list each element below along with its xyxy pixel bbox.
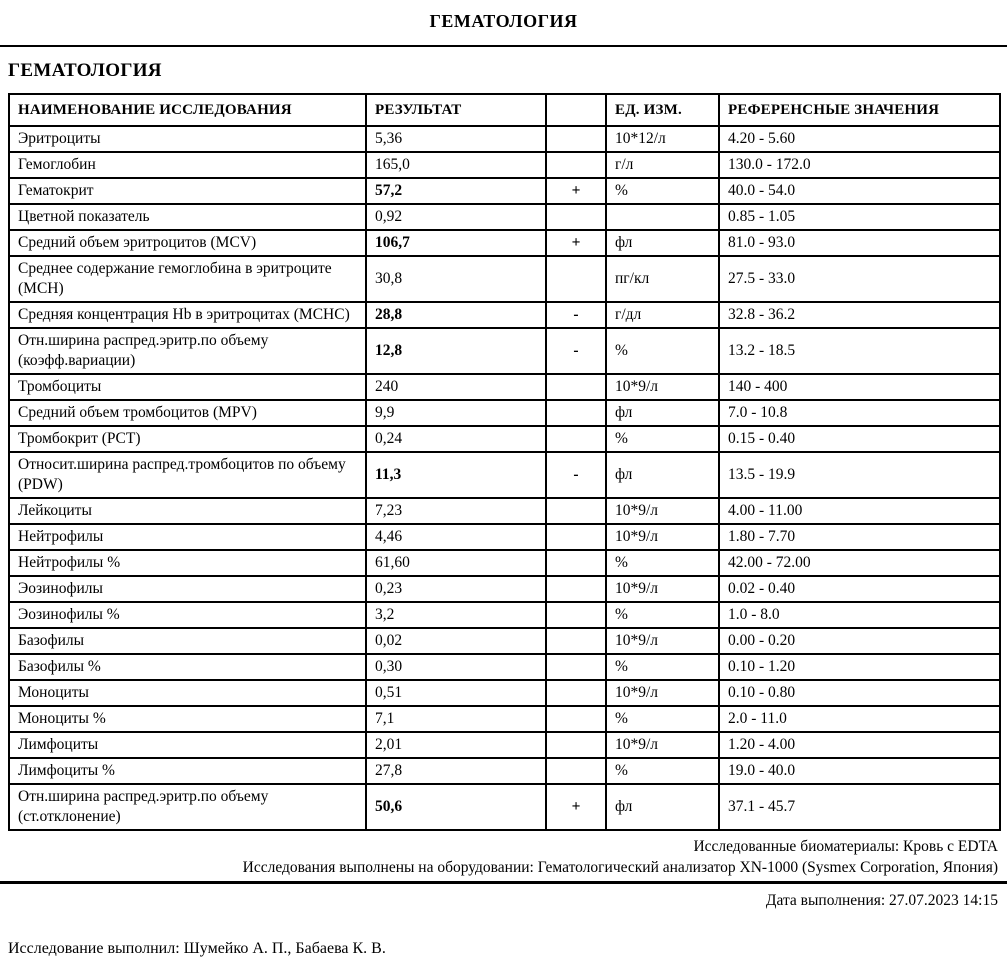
performed-by: Исследование выполнил: Шумейко А. П., Бабаева К. В. xyxy=(8,940,386,957)
unit: 10*12/л xyxy=(606,126,719,152)
flag-marker xyxy=(546,706,606,732)
flag-marker xyxy=(546,628,606,654)
reference-range: 0.15 - 0.40 xyxy=(719,426,1000,452)
test-name: Тромбокрит (PCT) xyxy=(9,426,366,452)
result-value: 0,92 xyxy=(366,204,546,230)
table-row xyxy=(9,126,1000,152)
reference-range: 0.10 - 0.80 xyxy=(719,680,1000,706)
test-name: Лимфоциты xyxy=(9,732,366,758)
result-value: 165,0 xyxy=(366,152,546,178)
table-row xyxy=(9,374,1000,400)
flag-marker: + xyxy=(546,230,606,256)
reference-range: 27.5 - 33.0 xyxy=(719,256,1000,302)
flag-marker xyxy=(546,758,606,784)
result-value: 7,1 xyxy=(366,706,546,732)
result-value: 0,24 xyxy=(366,426,546,452)
reference-range: 0.00 - 0.20 xyxy=(719,628,1000,654)
unit: фл xyxy=(606,452,719,498)
equipment-note: Исследования выполнены на оборудовании: Гематологический анализатор XN-1000 (Sysmex Corporation, Япония) xyxy=(242,859,998,876)
table-row xyxy=(9,452,1000,498)
result-value: 2,01 xyxy=(366,732,546,758)
reference-range: 42.00 - 72.00 xyxy=(719,550,1000,576)
test-name: Эозинофилы xyxy=(9,576,366,602)
test-name: Гемоглобин xyxy=(9,152,366,178)
test-name: Эозинофилы % xyxy=(9,602,366,628)
test-name: Базофилы % xyxy=(9,654,366,680)
footer-divider xyxy=(0,881,1007,884)
result-value: 28,8 xyxy=(366,302,546,328)
reference-range: 0.85 - 1.05 xyxy=(719,204,1000,230)
reference-range: 130.0 - 172.0 xyxy=(719,152,1000,178)
result-value: 11,3 xyxy=(366,452,546,498)
table-row xyxy=(9,178,1000,204)
unit: фл xyxy=(606,400,719,426)
test-name: Средняя концентрация Hb в эритроцитах (MCHC) xyxy=(9,302,366,328)
biomaterials-note: Исследованные биоматериалы: Кровь с EDTA xyxy=(693,838,998,855)
table-row xyxy=(9,784,1000,830)
flag-marker xyxy=(546,602,606,628)
flag-marker: - xyxy=(546,452,606,498)
unit: 10*9/л xyxy=(606,680,719,706)
flag-marker xyxy=(546,498,606,524)
reference-range: 13.5 - 19.9 xyxy=(719,452,1000,498)
test-name: Среднее содержание гемоглобина в эритроците (MCH) xyxy=(9,256,366,302)
table-row xyxy=(9,758,1000,784)
table-row xyxy=(9,152,1000,178)
reference-range: 1.20 - 4.00 xyxy=(719,732,1000,758)
result-value: 50,6 xyxy=(366,784,546,830)
unit: % xyxy=(606,178,719,204)
table-row xyxy=(9,602,1000,628)
column-header-unit: ЕД. ИЗМ. xyxy=(606,94,719,126)
execution-date: Дата выполнения: 27.07.2023 14:15 xyxy=(765,892,998,909)
document-title: ГЕМАТОЛОГИЯ xyxy=(429,11,578,31)
result-value: 3,2 xyxy=(366,602,546,628)
result-value: 0,51 xyxy=(366,680,546,706)
unit: пг/кл xyxy=(606,256,719,302)
unit: фл xyxy=(606,230,719,256)
unit: % xyxy=(606,328,719,374)
unit: % xyxy=(606,654,719,680)
flag-marker: - xyxy=(546,302,606,328)
flag-marker xyxy=(546,680,606,706)
reference-range: 32.8 - 36.2 xyxy=(719,302,1000,328)
result-value: 30,8 xyxy=(366,256,546,302)
reference-range: 81.0 - 93.0 xyxy=(719,230,1000,256)
reference-range: 0.02 - 0.40 xyxy=(719,576,1000,602)
reference-range: 2.0 - 11.0 xyxy=(719,706,1000,732)
flag-marker: - xyxy=(546,328,606,374)
unit: 10*9/л xyxy=(606,732,719,758)
test-name: Цветной показатель xyxy=(9,204,366,230)
flag-marker xyxy=(546,374,606,400)
test-name: Средний объем тромбоцитов (MPV) xyxy=(9,400,366,426)
flag-marker xyxy=(546,204,606,230)
result-value: 12,8 xyxy=(366,328,546,374)
flag-marker: + xyxy=(546,178,606,204)
test-name: Отн.ширина распред.эритр.по объему (ст.отклонение) xyxy=(9,784,366,830)
result-value: 9,9 xyxy=(366,400,546,426)
table-row xyxy=(9,256,1000,302)
test-name: Тромбоциты xyxy=(9,374,366,400)
results-table xyxy=(8,93,1001,831)
table-row xyxy=(9,204,1000,230)
result-value: 106,7 xyxy=(366,230,546,256)
test-name: Лимфоциты % xyxy=(9,758,366,784)
reference-range: 40.0 - 54.0 xyxy=(719,178,1000,204)
test-name: Нейтрофилы xyxy=(9,524,366,550)
test-name: Эритроциты xyxy=(9,126,366,152)
test-name: Нейтрофилы % xyxy=(9,550,366,576)
results-table-body xyxy=(9,126,1000,830)
unit: % xyxy=(606,706,719,732)
result-value: 5,36 xyxy=(366,126,546,152)
flag-marker xyxy=(546,400,606,426)
result-value: 240 xyxy=(366,374,546,400)
table-row xyxy=(9,628,1000,654)
title-divider xyxy=(0,45,1007,47)
table-row xyxy=(9,680,1000,706)
column-header-result: РЕЗУЛЬТАТ xyxy=(366,94,546,126)
flag-marker xyxy=(546,524,606,550)
unit: % xyxy=(606,426,719,452)
reference-range: 1.80 - 7.70 xyxy=(719,524,1000,550)
unit: % xyxy=(606,758,719,784)
flag-marker xyxy=(546,426,606,452)
test-name: Относит.ширина распред.тромбоцитов по объему (PDW) xyxy=(9,452,366,498)
unit: фл xyxy=(606,784,719,830)
test-name: Отн.ширина распред.эритр.по объему (коэфф.вариации) xyxy=(9,328,366,374)
reference-range: 140 - 400 xyxy=(719,374,1000,400)
result-value: 57,2 xyxy=(366,178,546,204)
table-row xyxy=(9,426,1000,452)
reference-range: 4.00 - 11.00 xyxy=(719,498,1000,524)
table-row xyxy=(9,732,1000,758)
result-value: 7,23 xyxy=(366,498,546,524)
reference-range: 13.2 - 18.5 xyxy=(719,328,1000,374)
reference-range: 4.20 - 5.60 xyxy=(719,126,1000,152)
result-value: 0,02 xyxy=(366,628,546,654)
reference-range: 0.10 - 1.20 xyxy=(719,654,1000,680)
unit xyxy=(606,204,719,230)
table-row xyxy=(9,654,1000,680)
section-title: ГЕМАТОЛОГИЯ xyxy=(8,60,162,81)
column-header-test-name: НАИМЕНОВАНИЕ ИССЛЕДОВАНИЯ xyxy=(9,94,366,126)
reference-range: 37.1 - 45.7 xyxy=(719,784,1000,830)
unit: г/дл xyxy=(606,302,719,328)
result-value: 0,30 xyxy=(366,654,546,680)
table-row xyxy=(9,400,1000,426)
flag-marker xyxy=(546,126,606,152)
unit: % xyxy=(606,602,719,628)
flag-marker xyxy=(546,654,606,680)
unit: 10*9/л xyxy=(606,524,719,550)
test-name: Моноциты xyxy=(9,680,366,706)
table-row xyxy=(9,550,1000,576)
table-row xyxy=(9,524,1000,550)
table-row xyxy=(9,706,1000,732)
flag-marker xyxy=(546,550,606,576)
column-header-flag xyxy=(546,94,606,126)
table-row xyxy=(9,498,1000,524)
unit: 10*9/л xyxy=(606,628,719,654)
result-value: 0,23 xyxy=(366,576,546,602)
flag-marker: + xyxy=(546,784,606,830)
flag-marker xyxy=(546,152,606,178)
reference-range: 1.0 - 8.0 xyxy=(719,602,1000,628)
flag-marker xyxy=(546,732,606,758)
reference-range: 7.0 - 10.8 xyxy=(719,400,1000,426)
table-row xyxy=(9,302,1000,328)
test-name: Гематокрит xyxy=(9,178,366,204)
test-name: Базофилы xyxy=(9,628,366,654)
table-row xyxy=(9,230,1000,256)
unit: 10*9/л xyxy=(606,576,719,602)
flag-marker xyxy=(546,576,606,602)
unit: г/л xyxy=(606,152,719,178)
test-name: Лейкоциты xyxy=(9,498,366,524)
column-header-reference: РЕФЕРЕНСНЫЕ ЗНАЧЕНИЯ xyxy=(719,94,1000,126)
unit: 10*9/л xyxy=(606,498,719,524)
table-row xyxy=(9,328,1000,374)
table-row xyxy=(9,576,1000,602)
table-header-row xyxy=(9,94,1000,126)
flag-marker xyxy=(546,256,606,302)
unit: % xyxy=(606,550,719,576)
result-value: 61,60 xyxy=(366,550,546,576)
test-name: Моноциты % xyxy=(9,706,366,732)
reference-range: 19.0 - 40.0 xyxy=(719,758,1000,784)
result-value: 27,8 xyxy=(366,758,546,784)
test-name: Средний объем эритроцитов (MCV) xyxy=(9,230,366,256)
unit: 10*9/л xyxy=(606,374,719,400)
result-value: 4,46 xyxy=(366,524,546,550)
